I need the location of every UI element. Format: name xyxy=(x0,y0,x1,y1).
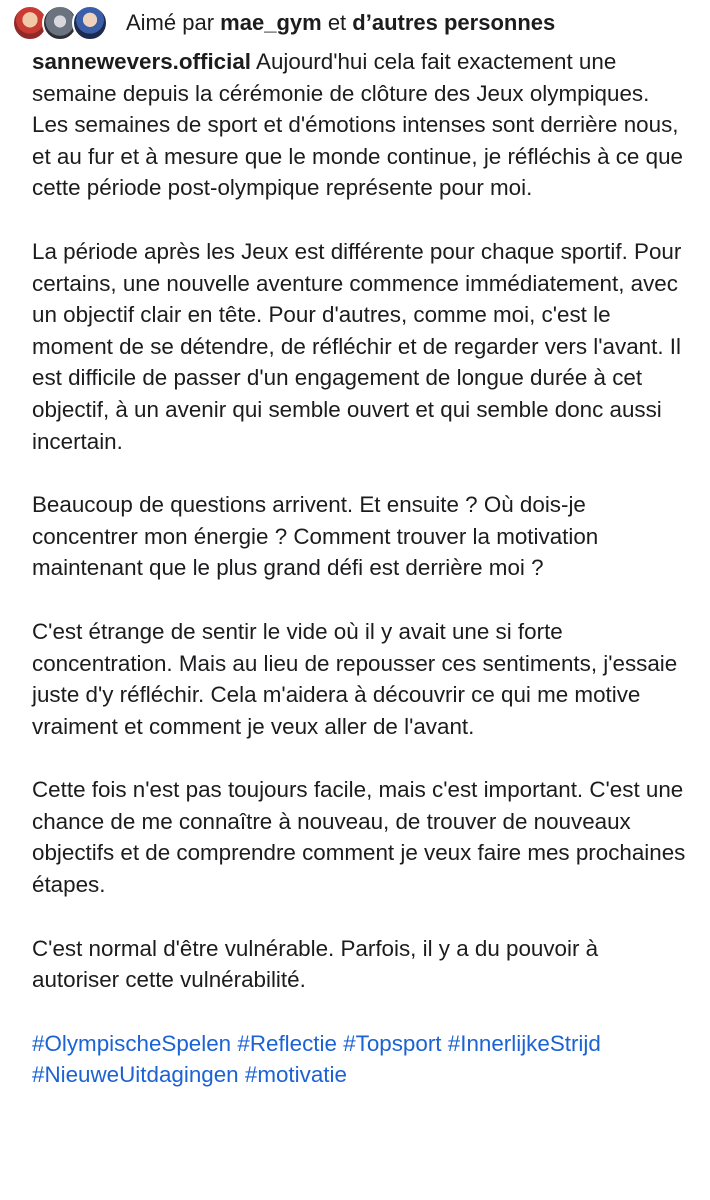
caption-paragraph: C'est étrange de sentir le vide où il y avait une si forte concentration. Mais au lieu de repousser ces sentiments, j'essaie juste d'y réfléchir. Cela m'aidera à découvrir ce qui me motive vraiment et comment je veux aller de l'avant. xyxy=(32,618,678,739)
hashtag-link[interactable]: #NieuweUitdagingen xyxy=(32,1062,239,1088)
caption-paragraph xyxy=(32,46,690,204)
caption xyxy=(32,46,690,1091)
liked-by-others[interactable]: d’autres personnes xyxy=(352,10,556,35)
liked-by-connector: et xyxy=(327,10,347,35)
liked-by-text xyxy=(126,8,555,38)
hashtag-link[interactable]: #OlympischeSpelen xyxy=(32,1030,232,1056)
caption-text: Aujourd'hui cela fait exactement une semaine depuis la cérémonie de clôture des Jeux olympiques. Les semaines de sport et d'émotions intenses sont derrière nous, et au fur et à mesure que le monde continue, je réfléchis à ce que cette période post-olympique représente pour moi. xyxy=(32,49,683,201)
caption-paragraph: Beaucoup de questions arrivent. Et ensuite ? Où dois-je concentrer mon énergie ? Comment trouver la motivation maintenant que le plus grand défi est derrière moi ? xyxy=(32,492,599,581)
liked-by-prefix: Aimé par xyxy=(126,10,215,35)
liked-by-user[interactable]: mae_gym xyxy=(220,10,322,35)
hashtag-link[interactable]: #motivatie xyxy=(244,1062,347,1088)
caption-paragraph: C'est normal d'être vulnérable. Parfois, il y a du pouvoir à autoriser cette vulnérabilité. xyxy=(32,935,599,993)
likes-row[interactable] xyxy=(12,0,690,46)
hashtag-list xyxy=(32,1028,690,1091)
caption-paragraph: Cette fois n'est pas toujours facile, mais c'est important. C'est une chance de me connaître à nouveau, de trouver de nouveaux objectifs et de comprendre comment je veux faire mes prochaines étapes. xyxy=(32,777,686,898)
post-username[interactable]: sannewevers.official xyxy=(32,49,252,74)
hashtag-link[interactable]: #Topsport xyxy=(343,1030,442,1056)
hashtag-link[interactable]: #Reflectie xyxy=(237,1030,337,1056)
caption-paragraph: La période après les Jeux est différente pour chaque sportif. Pour certains, une nouvelle aventure commence immédiatement, avec un objectif clair en tête. Pour d'autres, comme moi, c'est le moment de se détendre, de réfléchir et de regarder vers l'avant. Il est difficile de passer d'un engagement de longue durée à cet objectif, à un avenir qui semble ouvert et qui semble donc aussi incertain. xyxy=(32,238,682,454)
hashtag-link[interactable]: #InnerlijkeStrijd xyxy=(447,1030,601,1056)
liker-avatars[interactable] xyxy=(12,3,120,43)
avatar[interactable] xyxy=(72,5,108,41)
